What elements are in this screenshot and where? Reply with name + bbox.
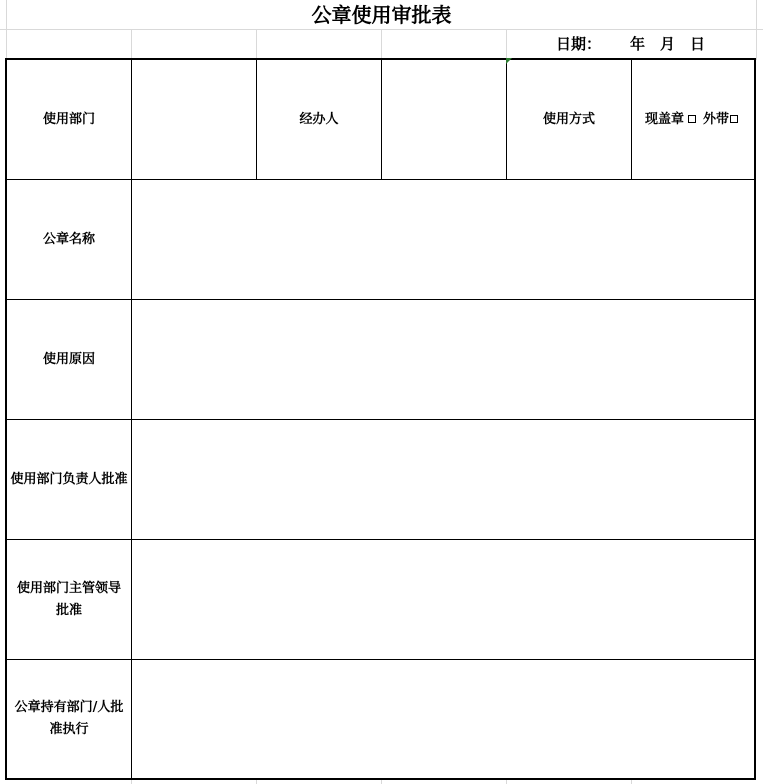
row-label-cell [7,420,131,539]
row-label-cell [7,660,131,778]
option-takeout-label: 外带 [703,111,730,127]
option-stamp-label: 现盖章 [644,111,684,127]
usage-reason-value-cell[interactable] [132,300,754,419]
option-stamp-checkbox[interactable] [688,115,696,123]
supervisor-approval-value-cell[interactable] [132,540,754,659]
date-month-field[interactable]: 月 [660,35,676,53]
method-label-cell [507,60,631,179]
gridline [381,30,382,60]
row-label-cell [7,300,131,419]
department-label-cell [7,60,131,179]
handler-label: 经办人 [299,111,339,127]
holder-approval-value-cell[interactable] [132,660,754,778]
date-year-field[interactable]: 年 [630,35,646,53]
department-label: 使用部门 [42,111,95,127]
dept-head-approval-label: 使用部门负责人批准 [10,471,128,487]
date-label: 日期： [556,35,602,53]
method-label: 使用方式 [542,111,595,127]
supervisor-approval-label: 使用部门主管领导批准 [16,580,121,618]
seal-name-value-cell[interactable] [132,180,754,299]
method-options-cell [632,60,754,179]
table-border-bottom [5,778,756,780]
holder-approval-label: 公章持有部门/人批准执行 [14,700,124,737]
date-day-field[interactable]: 日 [690,35,706,53]
gridline [506,30,507,60]
page-title: 公章使用审批表 [311,3,452,27]
row-label-cell [7,180,131,299]
handler-label-cell [257,60,381,179]
row-label-cell [7,540,131,659]
option-takeout-checkbox[interactable] [730,115,738,123]
seal-name-label: 公章名称 [42,231,95,247]
department-value-cell[interactable] [132,60,256,179]
gridline [131,30,132,60]
usage-reason-label: 使用原因 [42,351,95,367]
handler-value-cell[interactable] [382,60,506,179]
date-line [508,30,763,58]
gridline [256,30,257,60]
dept-head-approval-value-cell[interactable] [132,420,754,539]
